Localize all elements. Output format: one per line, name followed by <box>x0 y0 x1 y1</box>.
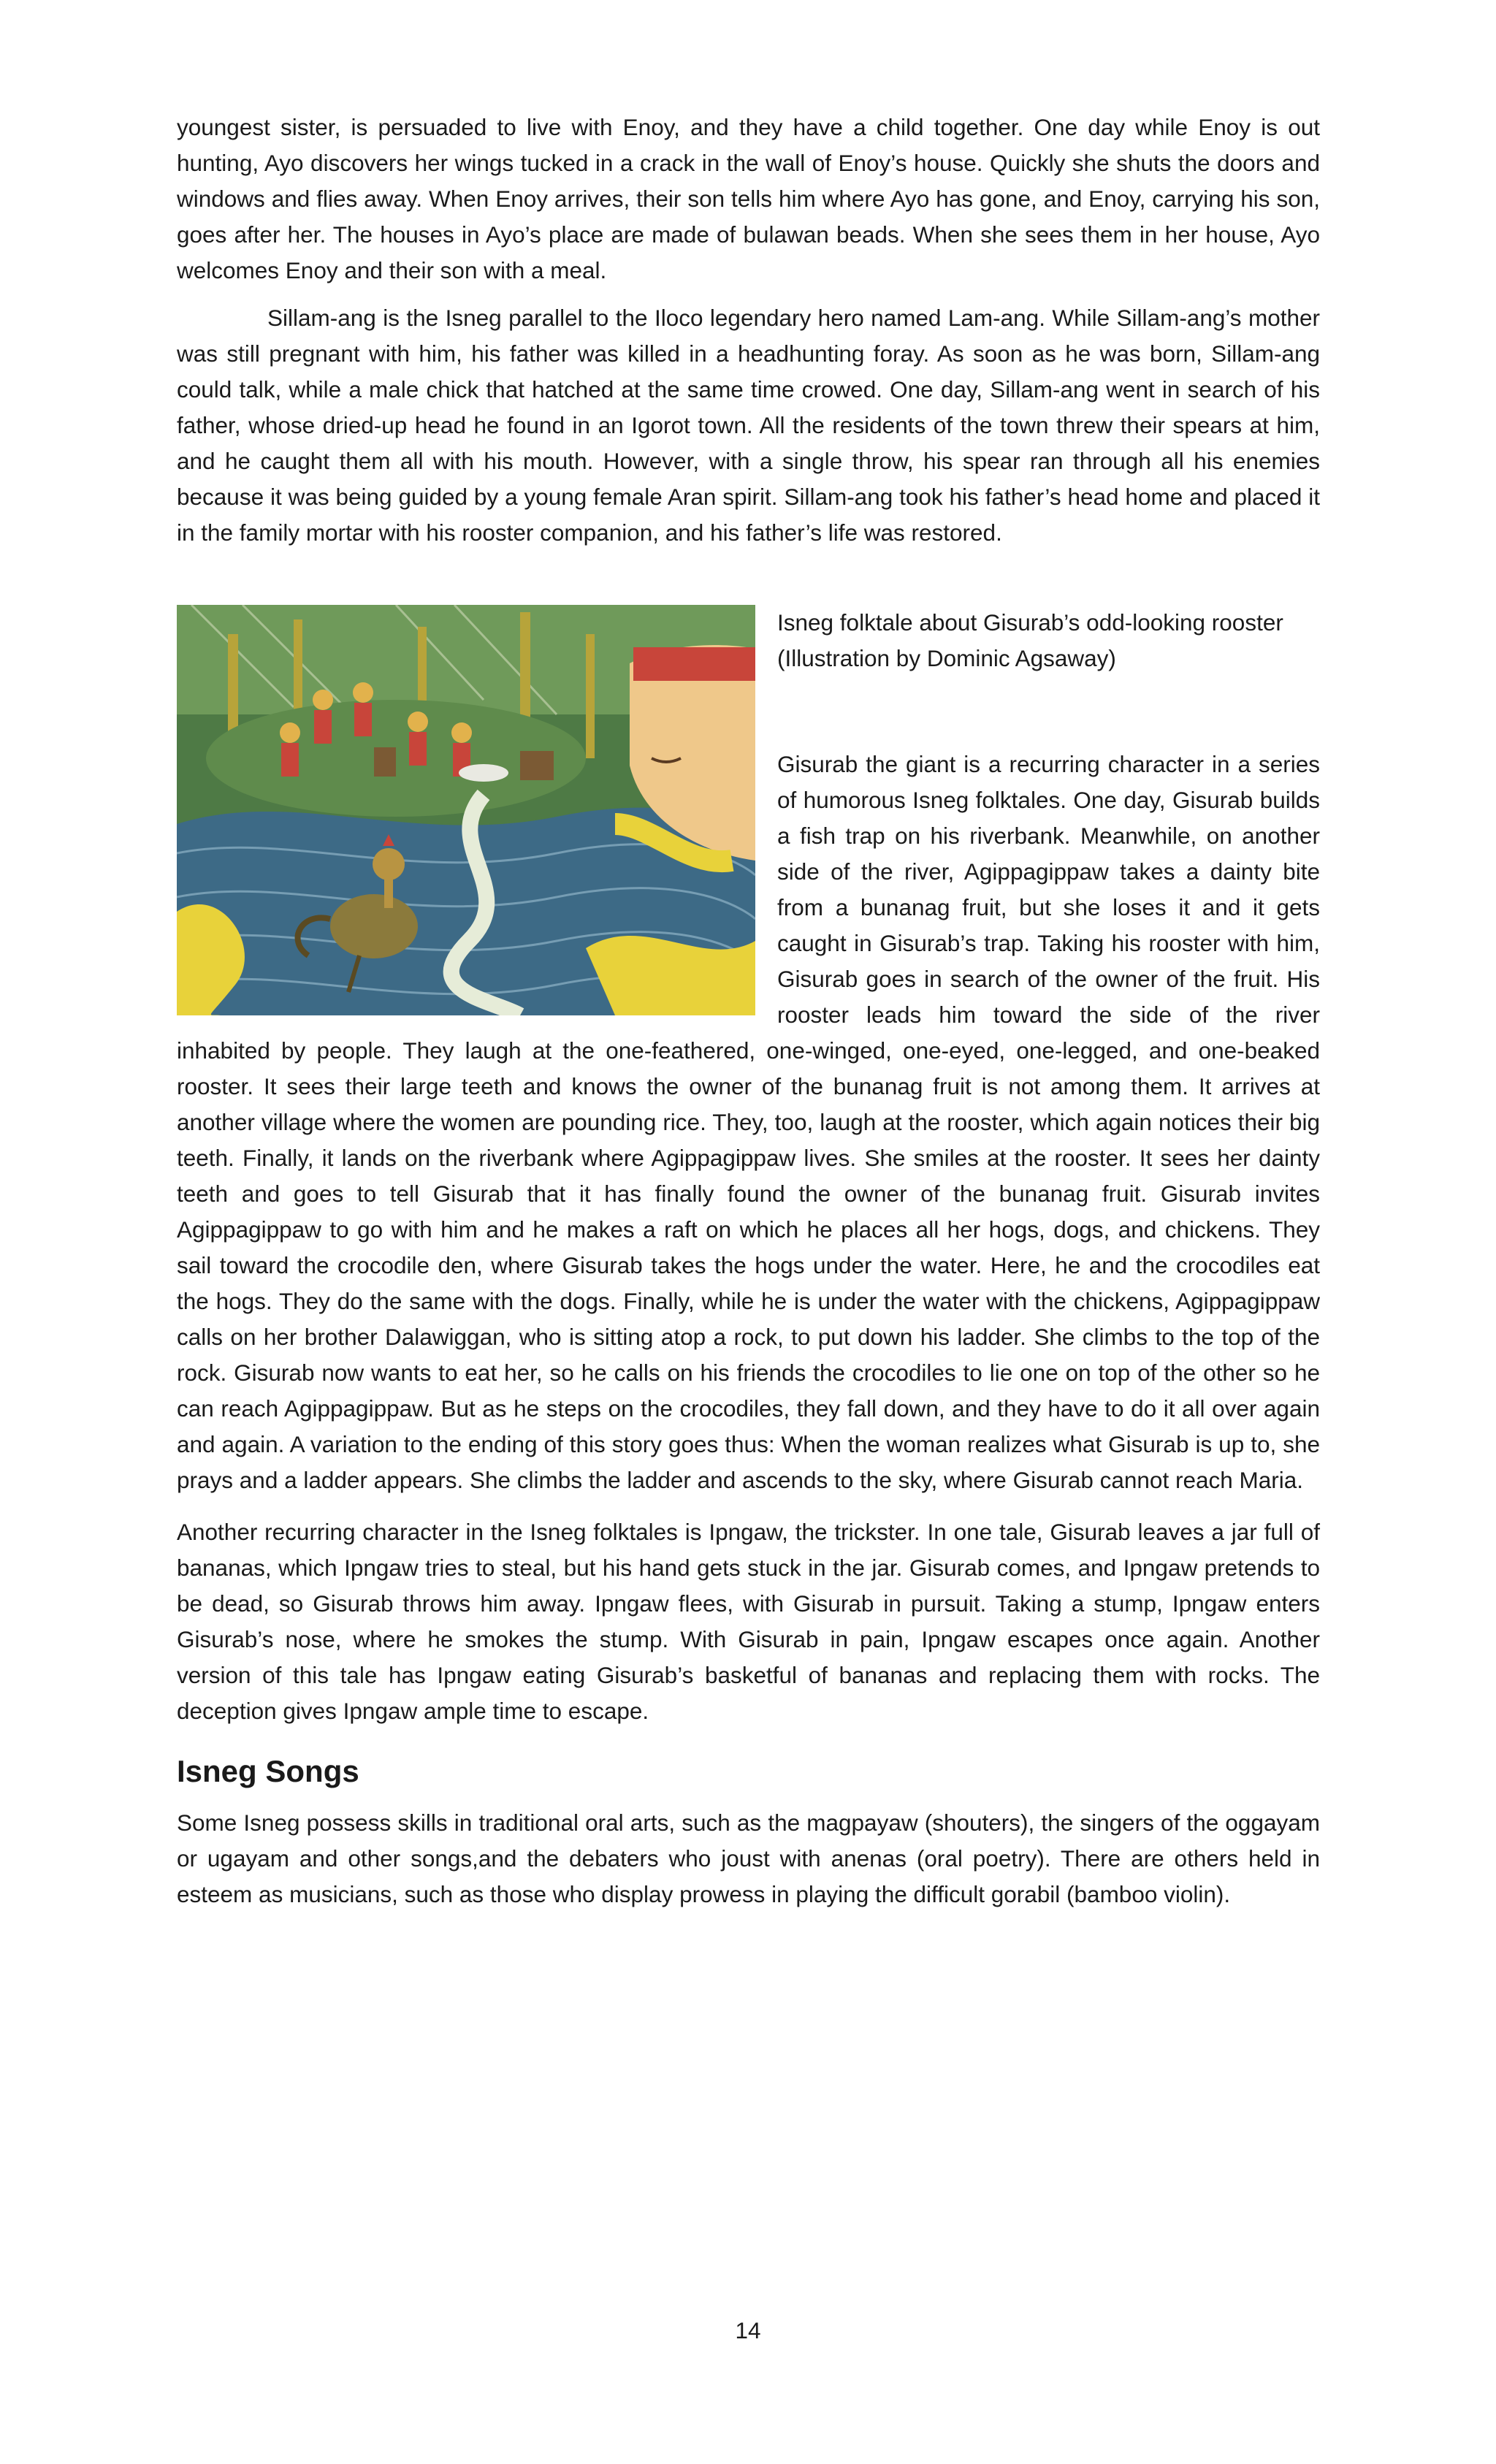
illustration-image <box>177 605 755 1015</box>
paragraph-sillam-ang: Sillam-ang is the Isneg parallel to the Iloco legendary hero named Lam-ang. While Sillam-ang’s mother was still pregnant with him, his father was killed in a headhunting foray. As soon as he was born, Sillam-ang could talk, while a male chick that hatched at the same time crowed. One day, Sillam-ang went in search of his father, whose dried-up head he found in an Igorot town. All the residents of the town threw their spears at him, and he caught them all with his mouth. However, with a single throw, his spear ran through all his enemies because it was being guided by a young female Aran spirit. Sillam-ang took his father’s head home and placed it in the family mortar with his rooster companion, and his father’s life was restored. <box>177 305 1320 546</box>
figure-caption-title: Isneg folktale about Gisurab’s odd-looking rooster <box>777 609 1283 636</box>
paragraph-ipngaw: Another recurring character in the Isneg folktales is Ipngaw, the trickster. In one tale, Gisurab leaves a jar full of bananas, which Ipngaw tries to steal, but his hand gets stuck in the jar. Gisurab comes, and Ipngaw pretends to be dead, so Gisurab throws him away. Ipngaw flees, with Gisurab in pursuit. Taking a stump, Ipngaw enters Gisurab’s nose, where he smokes the stump. With Gisurab in pain, Ipngaw escapes once again. Another version of this tale has Ipngaw eating Gisurab’s basketful of bananas and replacing them with rocks. The deception gives Ipngaw ample time to escape. <box>177 1519 1320 1724</box>
figure-block <box>177 605 1320 1498</box>
page-number: 14 <box>735 2317 761 2343</box>
paragraph-gisurab: Gisurab the giant is a recurring character in a series of humorous Isneg folktales. One day, Gisurab builds a fish trap on his riverbank. Meanwhile, on another side of the river, Agippagippaw takes a dainty bite from a bunanag fruit, but she loses it and it gets caught in Gisurab’s trap. Taking his rooster with him, Gisurab goes in search of the owner of the fruit. His rooster leads him toward the side of the river inhabited by people. They laugh at the one-feathered, one-winged, one-eyed, one-legged, and one-beaked rooster. It sees their large teeth and knows the owner of the bunanag fruit is not among them. It arrives at another village where the women are pounding rice. They, too, laugh at the rooster, which again notices their big teeth. Finally, it lands on the riverbank where Agippagippaw lives. She smiles at the rooster. It sees her dainty teeth and goes to tell Gisurab that it has finally found the owner of the bunanag fruit. Gisurab invites Agippagippaw to go with him and he makes a raft on which he places all her hogs, dogs, and chickens. They sail toward the crocodile den, where Gisurab takes the hogs under the water. Here, he and the crocodiles eat the hogs. They do the same with the dogs. Finally, while he is under the water with the chickens, Agippagippaw calls on her brother Dalawiggan, who is sitting atop a rock, to put down his ladder. She climbs to the top of the rock. Gisurab now wants to eat her, so he calls on his friends the crocodiles to lie one on top of the other so he can reach Agippagippaw. But as he steps on the crocodiles, they fall down, and they have to do it all over again and again. A variation to the ending of this story goes thus: When the woman realizes what Gisurab is up to, she prays and a ladder appears. She climbs the ladder and ascends to the sky, where Gisurab cannot reach Maria. <box>177 751 1320 1493</box>
paragraph-isneg-songs: Some Isneg possess skills in traditional oral arts, such as the magpayaw (shouters), the singers of the oggayam or ugayam and other songs,and the debaters who joust with anenas (oral poetry). There are others held in esteem as musicians, such as those who display prowess in playing the difficult gorabil (bamboo violin). <box>177 1809 1320 1907</box>
page-content <box>177 110 1320 1912</box>
section-heading-isneg-songs: Isneg Songs <box>177 1754 359 1788</box>
paragraph-enoy-ayo: youngest sister, is persuaded to live with Enoy, and they have a child together. One day while Enoy is out hunting, Ayo discovers her wings tucked in a crack in the wall of Enoy’s house. Quickly she shuts the doors and windows and flies away. When Enoy arrives, their son tells him where Ayo has gone, and Enoy, carrying his son, goes after her. The houses in Ayo’s place are made of bulawan beads. When she sees them in her house, Ayo welcomes Enoy and their son with a meal. <box>177 114 1320 283</box>
figure-caption-credit: (Illustration by Dominic Agsaway) <box>777 645 1116 671</box>
illustration-gisurab-rooster <box>177 605 755 1015</box>
